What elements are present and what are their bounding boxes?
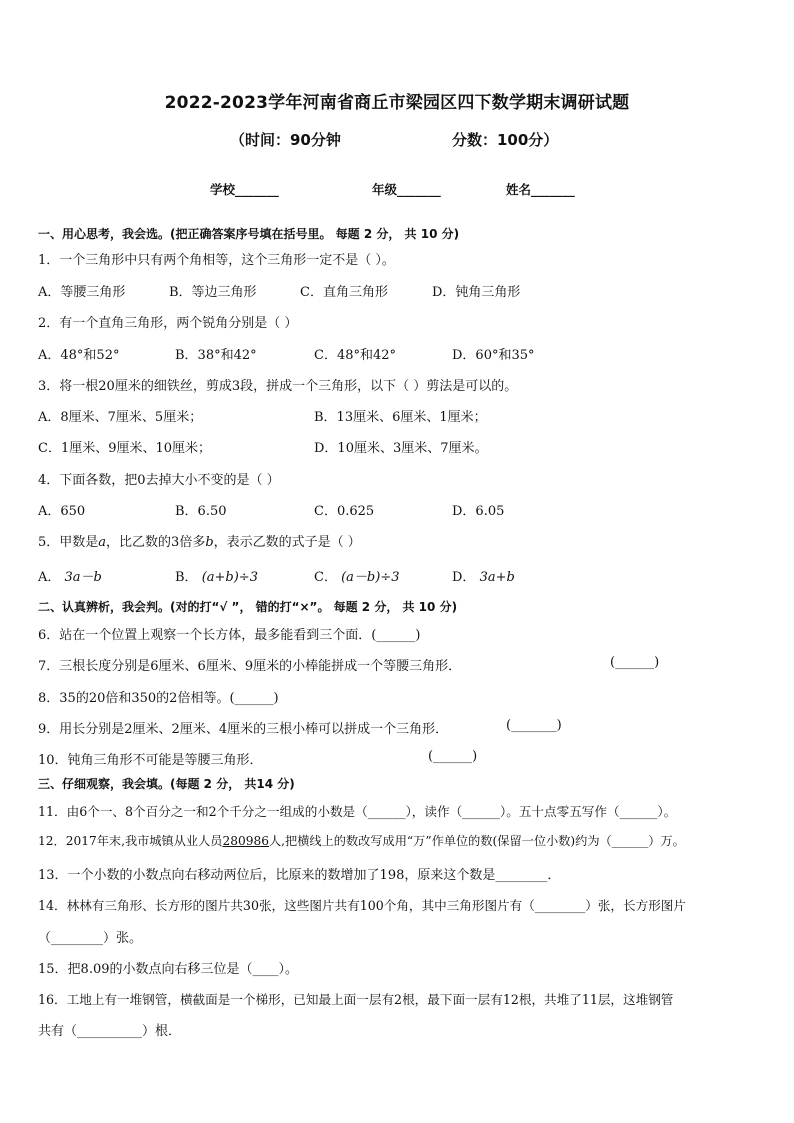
q5-a-expr: 3a－b [64, 570, 102, 585]
q4-option-b[interactable]: B．6.50 [175, 504, 227, 519]
q2-option-d[interactable]: D．60°和35° [452, 348, 535, 363]
q5-option-b[interactable] [175, 566, 258, 585]
q5-a-label: A． [38, 570, 61, 585]
school-field[interactable]: 学校_______ [210, 182, 279, 197]
q12-underlined-number: 280986 [222, 834, 269, 848]
q5-b-expr: (a+b)÷3 [201, 570, 258, 585]
q4-option-a[interactable]: A．650 [38, 504, 86, 519]
q1-option-c[interactable]: C．直角三角形 [300, 285, 388, 300]
q12-text: 人,把横线上的数改写成用“万”作单位的数(保留一位小数)约为（______）万。 [269, 834, 685, 848]
q3-option-a[interactable]: A．8厘米、7厘米、5厘米； [38, 410, 203, 425]
exam-time: （时间：90分钟 [230, 131, 341, 149]
q5-var-b: b [205, 535, 214, 550]
q4-option-c[interactable]: C．0.625 [314, 504, 375, 519]
q5-option-a[interactable] [38, 566, 102, 585]
section-heading-judge: 二、认真辨析，我会判。(对的打“√ ”， 错的打“×”。 每题 2 分， 共 10 分) [38, 600, 458, 614]
question-14: 14．林林有三角形、长方形的图片共30张，这些图片共有100个角，其中三角形图片有（________）张，长方形图片 [38, 898, 686, 913]
q1-option-b[interactable]: B．等边三角形 [169, 285, 257, 300]
question-4: 4．下面各数，把0去掉大小不变的是（ ） [38, 473, 280, 488]
grade-field[interactable]: 年级_______ [372, 182, 441, 197]
question-3: 3．将一根20厘米的细铁丝，剪成3段，拼成一个三角形，以下（ ）剪法是可以的。 [38, 379, 518, 394]
q7-answer-blank[interactable]: (______) [610, 655, 660, 670]
question-2: 2．有一个直角三角形，两个锐角分别是（ ） [38, 316, 298, 331]
q1-option-a[interactable]: A．等腰三角形 [38, 285, 126, 300]
question-1: 1．一个三角形中只有两个角相等，这个三角形一定不是（ ）。 [38, 253, 395, 268]
question-5 [38, 531, 361, 550]
q5-c-label: C． [314, 570, 337, 585]
q5-d-label: D． [452, 570, 476, 585]
q12-text: 12．2017年末,我市城镇从业人员 [38, 834, 223, 848]
name-field[interactable]: 姓名_______ [506, 182, 575, 197]
q3-option-d[interactable]: D．10厘米、3厘米、7厘米。 [314, 441, 488, 456]
q3-option-c[interactable]: C．1厘米、9厘米、10厘米； [38, 441, 212, 456]
q5-stem-part: ，比乙数的3倍多 [106, 535, 206, 550]
q9-answer-blank[interactable]: (_______) [506, 718, 562, 733]
q2-option-a[interactable]: A．48°和52° [38, 348, 120, 363]
question-7: 7．三根长度分别是6厘米、6厘米、9厘米的小棒能拼成一个等腰三角形． [38, 659, 462, 674]
question-11: 11．由6个一、8个百分之一和2个千分之一组成的小数是（______），读作（______）。五十点零五写作（______）。 [38, 804, 677, 819]
exam-score: 分数：100分） [452, 131, 559, 149]
section-heading-choice: 一、用心思考，我会选。(把正确答案序号填在括号里。 每题 2 分， 共 10 分) [38, 227, 460, 241]
question-10: 10．钝角三角形不可能是等腰三角形． [38, 753, 263, 768]
q5-c-expr: (a－b)÷3 [341, 570, 400, 585]
q5-b-label: B． [175, 570, 198, 585]
question-12 [38, 832, 685, 849]
section-heading-fill: 三、仔细观察，我会填。(每题 2 分， 共14 分) [38, 777, 295, 791]
q5-stem-part: ，表示乙数的式子是（ ） [213, 535, 361, 550]
question-6: 6．站在一个位置上观察一个长方体，最多能看到三个面．(______) [38, 628, 421, 643]
q10-answer-blank[interactable]: (______) [428, 749, 478, 764]
q4-option-d[interactable]: D．6.05 [452, 504, 505, 519]
question-16: 16．工地上有一堆钢管，横截面是一个梯形，已知最上面一层有2根，最下面一层有12根，共堆了11层，这堆钢管 [38, 992, 674, 1007]
q5-stem-part: 5．甲数是 [38, 535, 99, 550]
q5-var-a: a [98, 535, 107, 550]
page-title: 2022-2023学年河南省商丘市梁园区四下数学期末调研试题 [164, 93, 630, 113]
q5-d-expr: 3a+b [479, 570, 515, 585]
question-8: 8．35的20倍和350的2倍相等。(______) [38, 691, 279, 706]
question-16-cont: 共有（__________）根． [38, 1024, 182, 1039]
q3-option-b[interactable]: B．13厘米、6厘米、1厘米； [314, 410, 487, 425]
q1-option-d[interactable]: D．钝角三角形 [432, 285, 521, 300]
question-9: 9．用长分别是2厘米、2厘米、4厘米的三根小棒可以拼成一个三角形． [38, 722, 449, 737]
question-14-cont: （________）张。 [38, 931, 143, 946]
question-13: 13．一个小数的小数点向右移动两位后，比原来的数增加了198，原来这个数是________． [38, 868, 561, 883]
q2-option-b[interactable]: B．38°和42° [175, 348, 257, 363]
question-15: 15．把8.09的小数点向右移三位是（____）。 [38, 962, 298, 977]
q5-option-d[interactable] [452, 566, 515, 585]
q5-option-c[interactable] [314, 566, 399, 585]
q2-option-c[interactable]: C．48°和42° [314, 348, 397, 363]
